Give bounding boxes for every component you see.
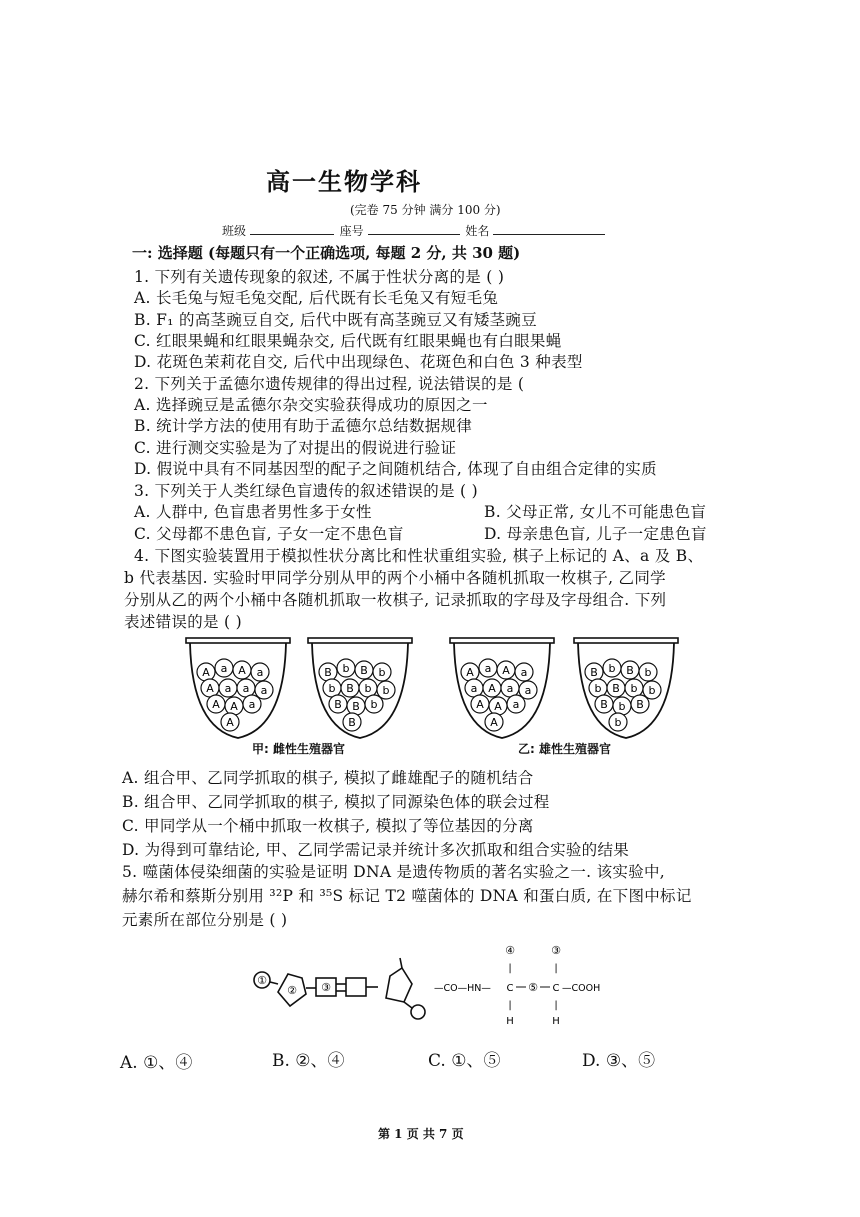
q1-option-c: C. 红眼果蝇和红眼果蝇杂交, 后代既有红眼果蝇也有白眼果蝇 (134, 332, 562, 350)
gene-ball-label: b (614, 716, 622, 729)
label-n2: ② (287, 984, 297, 997)
gene-ball-label: B (346, 682, 354, 695)
label-n5: ⑤ (528, 981, 538, 994)
gene-ball-label: B (626, 664, 634, 677)
q5-option-a: A. ①、④ (120, 1053, 193, 1073)
gene-ball-label: B (334, 698, 342, 711)
q4-stem-line-3: 分别从乙的两个小桶中各随机抓取一枚棋子, 记录抓取的字母及字母组合. 下列 (124, 591, 667, 609)
phosphate-circle-2 (411, 1005, 425, 1019)
gene-ball-label: a (520, 666, 528, 679)
gene-ball-label: B (612, 682, 620, 695)
q5-option-b: B. ②、④ (272, 1051, 345, 1071)
gene-ball-label: A (230, 700, 238, 713)
q4-stem-line-1: 4. 下图实验装置用于模拟性状分离比和性状重组实验, 棋子上标记的 A、a 及 B、 (134, 547, 704, 565)
c-right: C (552, 983, 560, 994)
gene-ball-label: A (238, 664, 246, 677)
gene-ball-label: B (352, 700, 360, 713)
q1-option-a: A. 长毛兔与短毛兔交配, 后代既有长毛兔又有短毛兔 (134, 289, 499, 307)
gene-ball-label: B (324, 666, 332, 679)
q4-option-c: C. 甲同学从一个桶中抓取一枚棋子, 模拟了等位基因的分离 (122, 817, 534, 835)
gene-ball-label: B (360, 664, 368, 677)
bucket-2 (308, 638, 412, 738)
gene-ball-label: b (342, 662, 350, 675)
gene-ball-label: A (202, 666, 210, 679)
gene-ball-label: A (476, 698, 484, 711)
q2-option-b: B. 统计学方法的使用有助于孟德尔总结数据规律 (134, 417, 473, 435)
section-1-header: 一: 选择题 (每题只有一个正确选项, 每题 2 分, 共 30 题) (132, 244, 521, 262)
gene-ball-label: b (630, 682, 638, 695)
q3-stem: 3. 下列关于人类红绿色盲遗传的叙述错误的是 ( ) (134, 482, 478, 500)
gene-ball-label: b (328, 682, 336, 695)
gene-ball-label: b (594, 682, 602, 695)
c-left: C (506, 983, 514, 994)
q3-option-b: B. 父母正常, 女儿不可能患色盲 (484, 503, 707, 521)
seat-label: 座号 (339, 224, 364, 238)
gene-ball-label: a (484, 662, 492, 675)
bar-bottom-left: | (508, 1000, 512, 1011)
bucket-rim (450, 638, 554, 643)
q4-stem-line-2: b 代表基因. 实验时甲同学分别从甲的两个小桶中各随机抓取一枚棋子, 乙同学 (124, 569, 666, 587)
pentagon-sugar-2 (386, 968, 412, 1002)
page-title: 高一生物学科 (266, 168, 422, 196)
q3-option-d: D. 母亲患色盲, 儿子一定患色盲 (484, 525, 707, 543)
bucket-1 (186, 638, 290, 738)
gene-ball-label: a (524, 684, 532, 697)
bar-top-right: | (554, 963, 558, 974)
class-label: 班级 (222, 224, 247, 238)
gene-ball-label: B (590, 666, 598, 679)
caption-left: 甲: 雌性生殖器官 (252, 742, 345, 756)
gene-ball-label: b (648, 684, 656, 697)
gene-ball-label: a (256, 666, 264, 679)
gene-ball-label: B (636, 698, 644, 711)
name-field[interactable] (493, 222, 605, 235)
q1-option-d: D. 花斑色茉莉花自交, 后代中出现绿色、花斑色和白色 3 种表型 (134, 353, 583, 371)
exam-info: (完卷 75 分钟 满分 100 分) (350, 203, 501, 217)
label-n4: ④ (505, 944, 515, 957)
gene-ball-label: A (466, 666, 474, 679)
q5-option-d: D. ③、⑤ (582, 1051, 656, 1071)
page-footer: 第 1 页 共 7 页 (378, 1127, 464, 1141)
caption-right: 乙: 雄性生殖器官 (518, 742, 611, 756)
q3-option-a: A. 人群中, 色盲患者男性多于女性 (134, 503, 372, 521)
q4-stem-line-4: 表述错误的是 ( ) (124, 613, 242, 631)
gene-ball-label: b (364, 682, 372, 695)
gene-ball-label: A (494, 700, 502, 713)
co-nh-text: —CO—HN— (434, 983, 491, 994)
bucket-rim (308, 638, 412, 643)
bar-top-left: | (508, 963, 512, 974)
gene-ball-label: a (242, 682, 250, 695)
q4-option-d: D. 为得到可靠结论, 甲、乙同学需记录并统计多次抓取和组合实验的结果 (122, 841, 630, 859)
q1-option-b: B. F₁ 的高茎豌豆自交, 后代中既有高茎豌豆又有矮茎豌豆 (134, 311, 537, 329)
label-n3-right: ③ (551, 944, 561, 957)
q3-option-c: C. 父母都不患色盲, 子女一定不患色盲 (134, 525, 404, 543)
gene-ball-label: A (488, 682, 496, 695)
nucleotide-structure (254, 958, 425, 1019)
gene-ball-label: a (220, 662, 228, 675)
q5-stem-line-3: 元素所在部位分别是 ( ) (122, 911, 288, 929)
class-field[interactable] (250, 222, 334, 235)
q5-stem-line-1: 5. 噬菌体侵染细菌的实验是证明 DNA 是遗传物质的著名实验之一. 该实验中, (122, 863, 666, 881)
name-label: 姓名 (465, 224, 490, 238)
label-n3: ③ (321, 981, 331, 994)
base-square-2 (346, 978, 366, 996)
gene-ball-label: A (490, 716, 498, 729)
bucket-3 (450, 638, 554, 738)
gene-ball-label: a (248, 698, 256, 711)
q4-option-b: B. 组合甲、乙同学抓取的棋子, 模拟了同源染色体的联会过程 (122, 793, 550, 811)
student-fields (222, 222, 605, 239)
q2-option-a: A. 选择豌豆是孟德尔杂交实验获得成功的原因之一 (134, 396, 488, 414)
gene-ball-label: B (600, 698, 608, 711)
gene-ball-label: b (608, 662, 616, 675)
buckets-group (186, 638, 678, 738)
gene-ball-label: a (512, 698, 520, 711)
q2-option-d: D. 假说中具有不同基因型的配子之间随机结合, 体现了自由组合定律的实质 (134, 460, 657, 478)
gene-ball-label: b (644, 666, 652, 679)
q2-option-c: C. 进行测交实验是为了对提出的假说进行验证 (134, 439, 457, 457)
seat-field[interactable] (368, 222, 460, 235)
bucket-4 (574, 638, 678, 738)
q2-stem: 2. 下列关于孟德尔遗传规律的得出过程, 说法错误的是 ( (134, 375, 525, 393)
gene-ball-label: b (618, 700, 626, 713)
gene-ball-label: a (506, 682, 514, 695)
gene-ball-label: A (206, 682, 214, 695)
bucket-rim (574, 638, 678, 643)
gene-ball-label: b (378, 666, 386, 679)
q1-stem: 1. 下列有关遗传现象的叙述, 不属于性状分离的是 ( ) (134, 268, 505, 286)
bar-bottom-right: | (554, 1000, 558, 1011)
gene-ball-label: B (348, 716, 356, 729)
gene-ball-label: A (212, 698, 220, 711)
gene-ball-label: A (502, 664, 510, 677)
gene-ball-label: a (470, 682, 478, 695)
gene-ball-label: a (224, 682, 232, 695)
molecule-figure (250, 940, 610, 1030)
h-right: H (552, 1016, 560, 1027)
gene-ball-label: A (226, 716, 234, 729)
gene-ball-label: a (260, 684, 268, 697)
gene-ball-label: b (370, 698, 378, 711)
h-left: H (506, 1016, 514, 1027)
label-n1: ① (257, 974, 267, 987)
q5-option-c: C. ①、⑤ (428, 1051, 501, 1071)
cooh-text: —COOH (562, 983, 601, 994)
gene-ball-label: b (382, 684, 390, 697)
bucket-rim (186, 638, 290, 643)
q5-stem-line-2: 赫尔希和蔡斯分别用 ³²P 和 ³⁵S 标记 T2 噬菌体的 DNA 和蛋白质, 在下图中标记 (122, 887, 692, 905)
q4-option-a: A. 组合甲、乙同学抓取的棋子, 模拟了雌雄配子的随机结合 (122, 769, 534, 787)
